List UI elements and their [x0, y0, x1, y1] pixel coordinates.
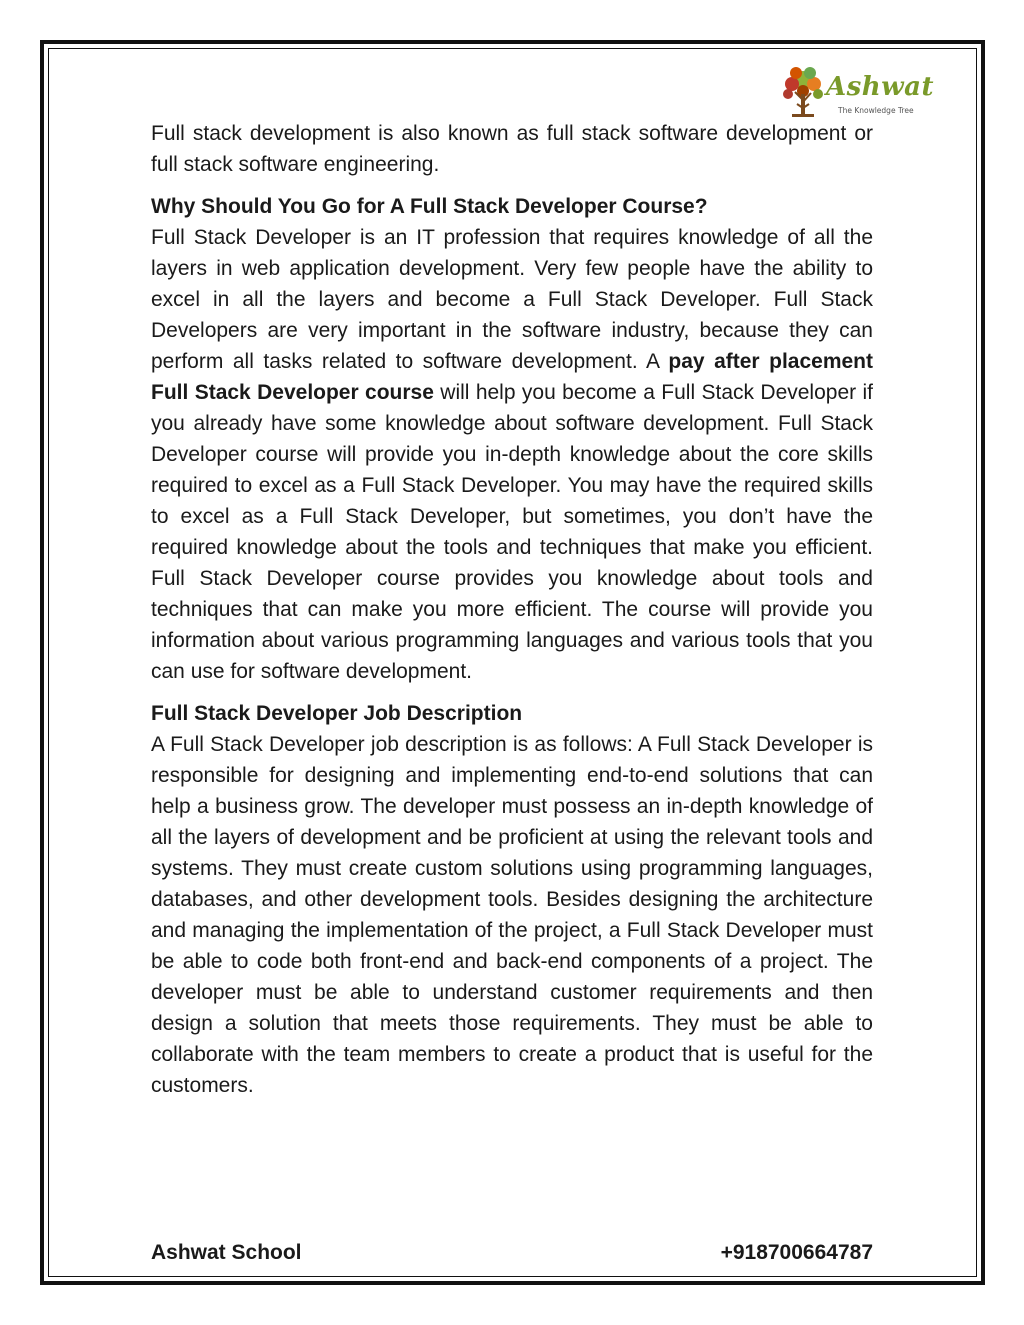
logo-tagline: The Knowledge Tree: [838, 106, 914, 115]
section2-heading: Full Stack Developer Job Description: [151, 702, 523, 725]
logo-wordmark: Ashwat: [826, 72, 934, 102]
intro-paragraph: Full stack development is also known as full stack software development or full stack software engineering.: [151, 122, 873, 176]
section2-paragraph: A Full Stack Developer job description is as follows: A Full Stack Developer is responsible for designing and implementing end-to-end solutions that can help a business grow. The developer must possess an in-depth knowledge of all the layers of development and be proficient at using the relevant tools and systems. They must create custom solutions using programming languages, databases, and other development tools. Besides designing the architecture and managing the implementation of the project, a Full Stack Developer must be able to code both front-end and back-end components of a project. The developer must be able to understand customer requirements and then design a solution that meets those requirements. They must be able to collaborate with the team members to create a product that is useful for the customers.: [151, 733, 873, 1097]
section1-text-after: will help you become a Full Stack Developer if you already have some knowledge about software development. Full Stack Developer course will provide you in-depth knowledge about the core skills required to excel as a Full Stack Developer. You may have the required skills to excel as a Full Stack Developer, but sometimes, you don’t have the required knowledge about the tools and techniques that make you efficient. Full Stack Developer course provides you knowledge about tools and techniques that can make you more efficient. The course will provide you information about various programming languages and various tools that you can use for software development.: [151, 381, 873, 683]
tree-logo-icon: [780, 64, 826, 122]
section1-heading: Why Should You Go for A Full Stack Developer Course?: [151, 195, 708, 218]
section1-text-before: Full Stack Developer is an IT profession that requires knowledge of all the layers in web application development. Very few people have the ability to excel in all the layers and become a Full Stack Developer. Full Stack Developers are very important in the software industry, because they can perform all tasks related to software development. A: [151, 226, 873, 373]
footer-school-name: Ashwat School: [151, 1241, 302, 1264]
document-body: [151, 118, 873, 1101]
page-footer: [151, 1237, 873, 1268]
pay-after-placement-course-link[interactable]: pay after placement Full Stack Developer course: [151, 350, 873, 404]
footer-phone: +918700664787: [720, 1241, 873, 1264]
section1-paragraph: [151, 222, 873, 687]
ashwat-logo: [780, 64, 934, 124]
